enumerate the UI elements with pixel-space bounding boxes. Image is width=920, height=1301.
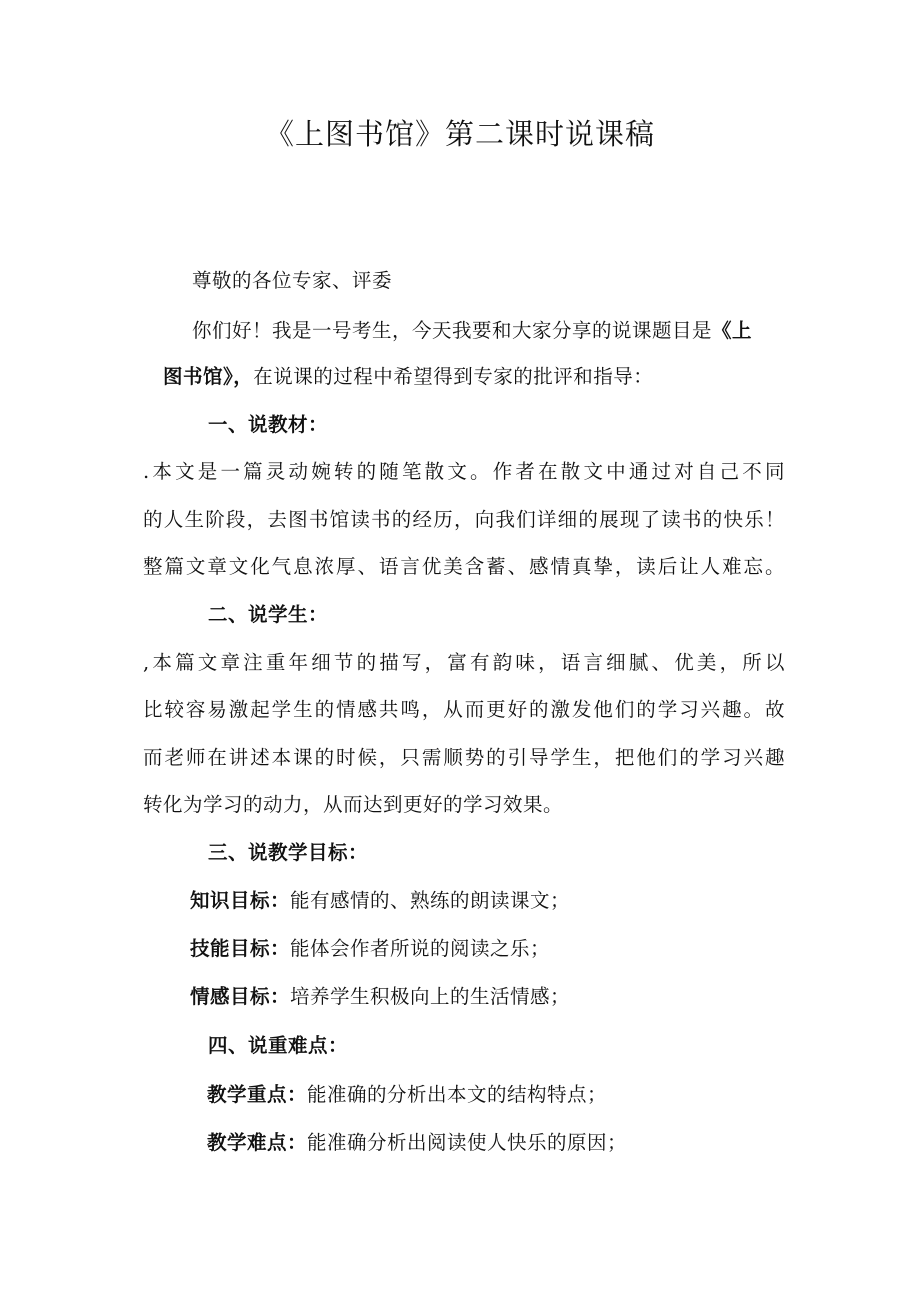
document-title: 《上图书馆》第二课时说课稿 — [264, 117, 655, 151]
goal-text: 培养学生积极向上的生活情感； — [290, 985, 571, 1008]
paragraph-line: 转化为学习的动力，从而达到更好的学习效果。 — [143, 793, 564, 816]
intro-text: 你们好！我是一号考生，今天我要和大家分享的说课题目是 — [192, 319, 713, 342]
paragraph-line: .本文是一篇灵动婉转的随笔散文。作者在散文中通过对自己不同 — [143, 460, 785, 483]
section-heading-textbook: 一、说教材： — [208, 413, 329, 436]
goal-knowledge — [190, 886, 570, 916]
difficult-point — [207, 1128, 627, 1158]
goal-label: 知识目标： — [190, 889, 291, 912]
lesson-title-part2: 图书馆》， — [163, 365, 254, 388]
point-text: 能准确分析出阅读使人快乐的原因； — [307, 1131, 628, 1154]
section-heading-goals: 三、说教学目标： — [208, 841, 369, 864]
goal-emotion — [190, 982, 570, 1012]
goal-label: 技能目标： — [190, 937, 291, 960]
goal-text: 能体会作者所说的阅读之乐； — [290, 937, 551, 960]
goal-skill — [190, 934, 550, 964]
paragraph-line: ,本篇文章注重年细节的描写，富有韵味，语言细腻、优美，所以 — [143, 651, 785, 674]
lesson-title-part1: 《上 — [712, 319, 753, 342]
point-label: 教学难点： — [207, 1131, 308, 1154]
point-label: 教学重点： — [207, 1083, 308, 1106]
key-point — [207, 1080, 607, 1110]
paragraph-line: 的人生阶段，去图书馆读书的经历，向我们详细的展现了读书的快乐！ — [143, 508, 785, 531]
point-text: 能准确的分析出本文的结构特点； — [307, 1083, 608, 1106]
paragraph-line: 而老师在讲述本课的时候，只需顺势的引导学生，把他们的学习兴趣 — [143, 746, 785, 769]
section-heading-students: 二、说学生： — [208, 603, 329, 626]
paragraph-line: 整篇文章文化气息浓厚、语言优美含蓄、感情真挚，读后让人难忘。 — [143, 555, 785, 578]
section-heading-key-points: 四、说重难点： — [208, 1034, 349, 1057]
intro-line-1 — [192, 316, 752, 346]
greeting: 尊敬的各位专家、评委 — [192, 269, 393, 292]
paragraph-line: 比较容易激起学生的情感共鸣，从而更好的激发他们的学习兴趣。故 — [143, 698, 785, 721]
intro-line-2 — [163, 362, 653, 392]
goal-text: 能有感情的、熟练的朗读课文； — [290, 889, 571, 912]
goal-label: 情感目标： — [190, 985, 291, 1008]
intro-text-2: 在说课的过程中希望得到专家的批评和指导： — [253, 365, 654, 388]
